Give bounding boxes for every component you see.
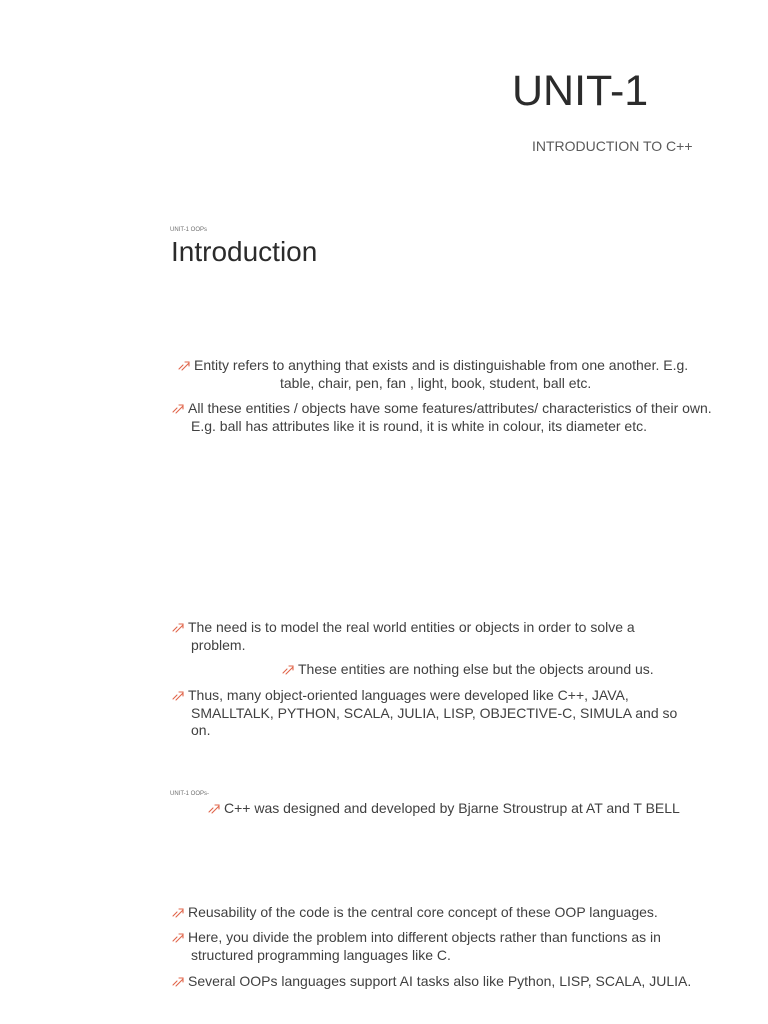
unit-title: UNIT-1 [512,67,649,115]
bullet-item [172,929,732,964]
bullet-item [172,687,712,740]
bullet-text: The need is to model the real world entities or objects in order to solve a [188,619,635,635]
link-bullet-icon [172,623,184,633]
bullet-text-continued: on. [191,722,211,738]
bullet-text: Several OOPs languages support AI tasks also like Python, LISP, SCALA, JULIA. [188,973,692,989]
bullet-item [208,800,728,818]
bullet-item [172,904,732,922]
bullet-text-continued: table, chair, pen, fan , light, book, student, ball etc. [280,374,592,391]
slide-header-label: UNIT-1 OOPs [170,227,208,233]
bullet-item [178,357,738,392]
bullet-text: Thus, many object-oriented languages were developed like C++, JAVA, [188,687,629,703]
bullet-item [172,619,712,654]
bullet-text: C++ was designed and developed by Bjarne Stroustrup at AT and T BELL [224,800,680,816]
bullet-text: Entity refers to anything that exists and is distinguishable from one another. E.g. [194,357,689,373]
link-bullet-icon [172,933,184,943]
bullet-text: All these entities / objects have some features/attributes/ characteristics of their own. [188,400,712,416]
bullet-text: These entities are nothing else but the objects around us. [298,661,654,677]
link-bullet-icon [282,665,294,675]
link-bullet-icon [178,361,190,371]
bullet-text-continued: structured programming languages like C. [191,946,451,963]
bullet-text-continued: problem. [191,636,246,653]
link-bullet-icon [172,404,184,414]
bullet-item [282,661,702,679]
bullet-text: Here, you divide the problem into different objects rather than functions as in [188,929,661,945]
bullet-text-continued: E.g. ball has attributes like it is round, it is white in colour, its diameter etc. [191,417,647,434]
bullet-item [172,400,752,435]
link-bullet-icon [208,804,220,814]
link-bullet-icon [172,977,184,987]
unit-subtitle: INTRODUCTION TO C++ [532,138,693,154]
bullet-item [172,973,742,991]
bullet-text-continued: SMALLTALK, PYTHON, SCALA, JULIA, LISP, OBJECTIVE-C, SIMULA and so [191,704,678,721]
bullet-text: Reusability of the code is the central core concept of these OOP languages. [188,904,658,920]
link-bullet-icon [172,908,184,918]
slide-header-label: UNIT-1 OOPs- [170,791,210,797]
link-bullet-icon [172,691,184,701]
section-title: Introduction [171,236,318,267]
